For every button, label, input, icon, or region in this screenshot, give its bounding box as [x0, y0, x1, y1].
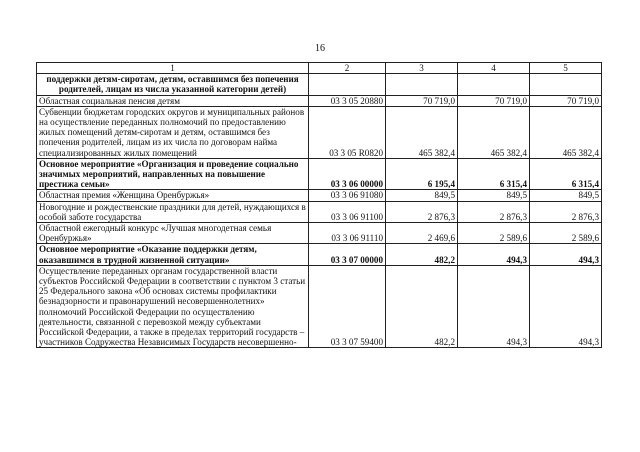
row-name-cell: Основное мероприятие «Организация и проведение социально значимых мероприятий, направленных на повышение престижа семьи» — [37, 158, 309, 190]
budget-table — [36, 62, 602, 348]
row-value-cell: 70 719,0 — [386, 95, 458, 106]
row-name-cell: Основное мероприятие «Оказание поддержки детям, оказавшимся в трудной жизненной ситуации» — [37, 244, 309, 265]
row-value-cell: 494,3 — [458, 244, 530, 265]
row-code-cell: 03 3 06 91110 — [309, 223, 386, 244]
row-value-cell: 2 589,6 — [458, 223, 530, 244]
table-row — [37, 95, 602, 106]
row-name-cell: Областная премия «Женщина Оренбуржья» — [37, 190, 309, 201]
row-value-cell: 6 315,4 — [530, 158, 602, 190]
row-value-cell: 482,2 — [386, 244, 458, 265]
row-value-cell: 70 719,0 — [530, 95, 602, 106]
row-name-cell: Субвенции бюджетам городских округов и муниципальных районов на осуществление переданных полномочий по предоставлению жилых помещений детям-сиротам и детям, оставшимся без попечения родителей, лицам из их числа по договорам найма специализированных жилых помещений — [37, 106, 309, 158]
row-value-cell — [386, 74, 458, 95]
row-value-cell: 849,5 — [386, 190, 458, 201]
row-name-cell: Областной ежегодный конкурс «Лучшая многодетная семья Оренбуржья» — [37, 223, 309, 244]
row-code-cell: 03 3 06 91080 — [309, 190, 386, 201]
row-value-cell — [530, 74, 602, 95]
table-row — [37, 265, 602, 348]
row-value-cell: 465 382,4 — [386, 106, 458, 158]
row-name-cell: Областная социальная пенсия детям — [37, 95, 309, 106]
row-value-cell: 849,5 — [530, 190, 602, 201]
table-header-row — [37, 63, 602, 74]
table-row — [37, 190, 602, 201]
row-code-cell: 03 3 05 R0820 — [309, 106, 386, 158]
row-code-cell: 03 3 07 59400 — [309, 265, 386, 348]
row-value-cell: 494,3 — [458, 265, 530, 348]
row-value-cell: 849,5 — [458, 190, 530, 201]
row-code-cell: 03 3 06 00000 — [309, 158, 386, 190]
table-row — [37, 244, 602, 265]
column-header: 3 — [386, 63, 458, 74]
row-value-cell: 494,3 — [530, 244, 602, 265]
table-row — [37, 201, 602, 222]
row-name-cell: Новогодние и рождественские праздники для детей, нуждающихся в особой заботе государства — [37, 201, 309, 222]
row-value-cell: 70 719,0 — [458, 95, 530, 106]
row-code-cell: 03 3 05 20880 — [309, 95, 386, 106]
row-value-cell — [458, 74, 530, 95]
column-header: 4 — [458, 63, 530, 74]
row-value-cell: 482,2 — [386, 265, 458, 348]
row-value-cell: 465 382,4 — [530, 106, 602, 158]
row-value-cell: 2 589,6 — [530, 223, 602, 244]
row-value-cell: 2 876,3 — [530, 201, 602, 222]
row-code-cell: 03 3 06 91100 — [309, 201, 386, 222]
row-value-cell: 2 469,6 — [386, 223, 458, 244]
row-name-cell: поддержки детям-сиротам, детям, оставшимся без попечения родителей, лицам из числа указанной категории детей) — [37, 74, 309, 95]
row-value-cell: 494,3 — [530, 265, 602, 348]
row-value-cell: 2 876,3 — [458, 201, 530, 222]
row-code-cell — [309, 74, 386, 95]
table-row — [37, 158, 602, 190]
row-code-cell: 03 3 07 00000 — [309, 244, 386, 265]
table-row — [37, 223, 602, 244]
row-value-cell: 6 315,4 — [458, 158, 530, 190]
table-row — [37, 74, 602, 95]
column-header: 5 — [530, 63, 602, 74]
column-header: 1 — [37, 63, 309, 74]
column-header: 2 — [309, 63, 386, 74]
row-value-cell: 6 195,4 — [386, 158, 458, 190]
row-value-cell: 465 382,4 — [458, 106, 530, 158]
row-value-cell: 2 876,3 — [386, 201, 458, 222]
row-name-cell: Осуществление переданных органам государственной власти субъектов Российской Федерации в соответствии с пунктом 3 статьи 25 Федерального закона «Об основах системы профилактики безнадзорности и правонарушений несовершеннолетних» полномочий Российской Федерации по осуществлению деятельности, связанной с перевозкой между субъектами Российской Федерации, а также в пределах территорий государств – участников Содружества Независимых Государств несовершенно- — [37, 265, 309, 348]
page-number: 16 — [315, 43, 325, 54]
table-row — [37, 106, 602, 158]
